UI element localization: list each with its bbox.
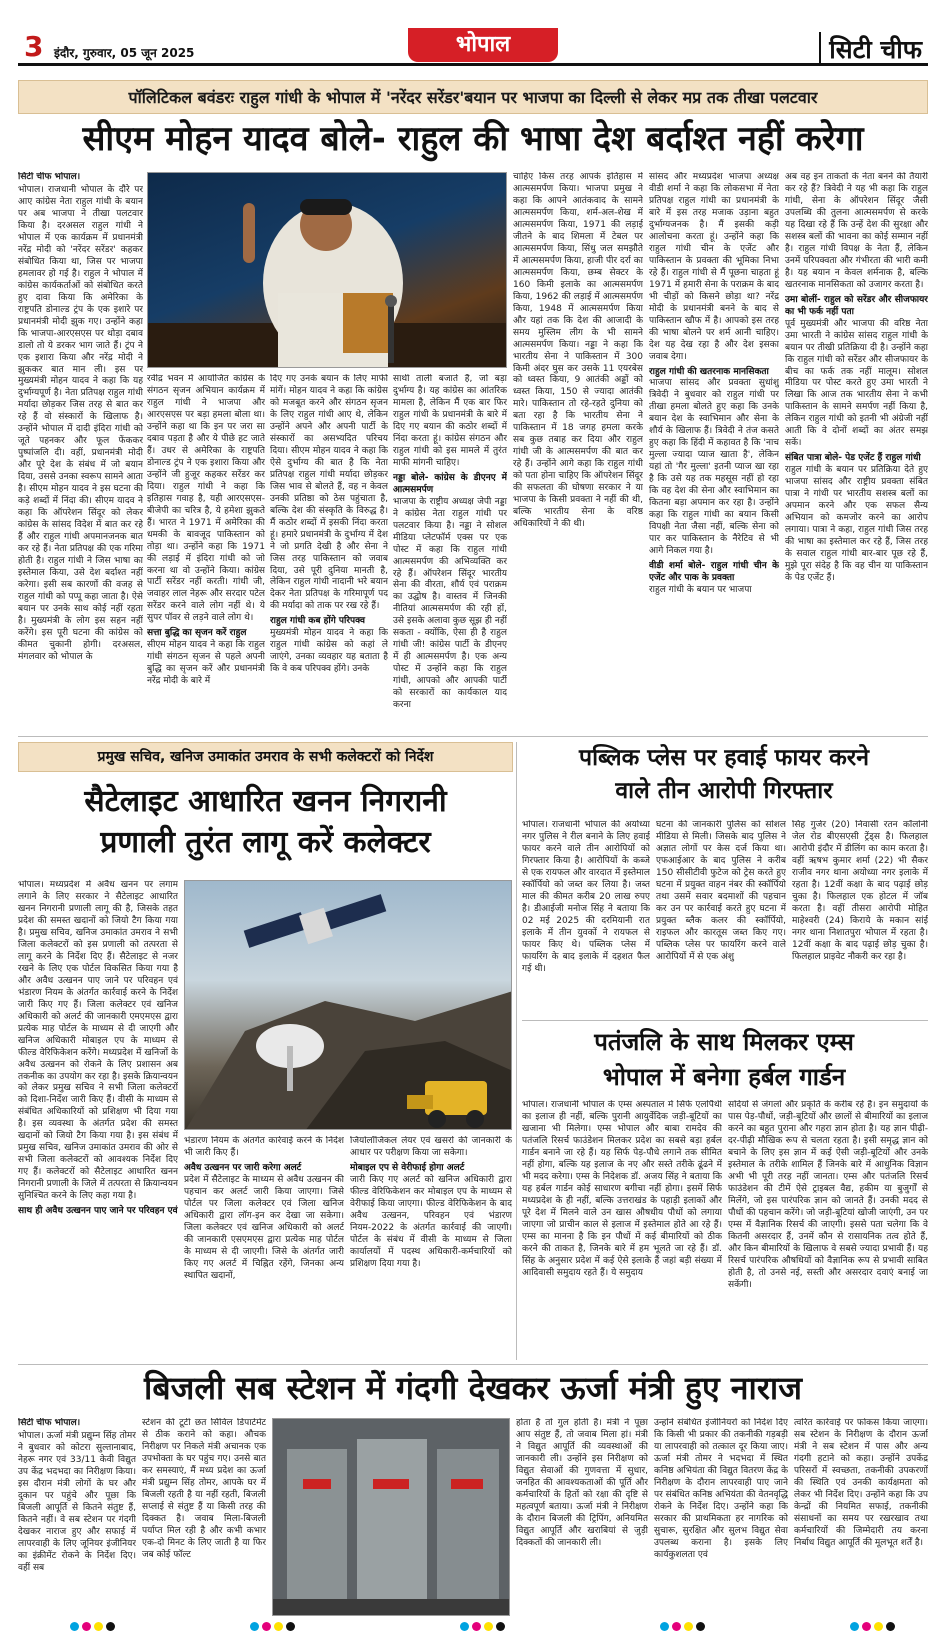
page-number: 3 bbox=[24, 30, 44, 63]
story1-subhead-4: राहुल गांधी की खतरनाक मानसिकता bbox=[649, 366, 769, 377]
story4-headline-line-1: पतंजलि के साथ मिलकर एम्स bbox=[594, 1028, 854, 1056]
story1-column-5 bbox=[513, 172, 643, 734]
registration-dot-icon bbox=[484, 1622, 493, 1631]
registration-dot-icon bbox=[262, 1622, 271, 1631]
story3-headline[interactable] bbox=[520, 742, 928, 809]
story2-headline-line-1: सैटेलाइट आधारित खनन निगरानी bbox=[84, 784, 447, 819]
story1-column-4 bbox=[393, 374, 507, 734]
story2-text-2b: प्रदेश में सैटेलाइट के माध्यम से अवैध उत्खनन की पहचान कर अलर्ट जारी किया जाएगा। जिसे पोर्टल पर जिला कलेक्टर एवं जिला खनिज अधिकारी द्वारा लॉग-इन कर देखा जा सकेगा। जिला कलेक्टर एवं खनिज अधिकारी को अलर्ट की जानकारी एसएमएस द्वारा प्रत्येक माह पोर्टल के माध्यम से दी जाएगी। जिसे के अंतर्गत जारी किए गए अलर्ट में चिह्नित रहेंगे, जिनका अन्य स्थापित खदानों, bbox=[184, 1174, 344, 1281]
story4-headline-line-2: भोपाल में बनेगा हर्बल गार्डन bbox=[602, 1062, 846, 1091]
story1-subhead-1: सत्ता बुद्धि का सृजन करें राहुल bbox=[147, 628, 247, 639]
registration-dot-icon bbox=[684, 1622, 693, 1631]
story5-column-1 bbox=[18, 1418, 136, 1616]
registration-dot-icon bbox=[696, 1622, 705, 1631]
story1-text-7b: पूर्व मुख्यमंत्री और भाजपा की वरिष्ठ नेता उमा भारती ने कांग्रेस सांसद राहुल गांधी के बयान पर तीखी प्रतिक्रिया दी है। उन्होंने कहा कि राहुल गांधी को सरेंडर और सीजफायर के बीच का फर्क तक नहीं मालूम। सोशल मीडिया पर पोस्ट करते हुए उमा भारती ने लिखा कि आज तक भारतीय सेना ने कभी पाकिस्तान के सामने समर्पण नहीं किया है, लेकिन राहुल गांधी को इतनी भी अंग्रेजी नहीं आती कि वे दोनों शब्दों का अंतर समझ सकें। bbox=[785, 318, 928, 449]
story4-text-1: भोपाल। राजधानी भोपाल के एम्स अस्पताल में सिर्फ एलोपैथी का इलाज ही नहीं, बल्कि पुरानी आयुर्वेदिक जड़ी-बूटियों का खजाना भी मिलेगा। एम्स भोपाल और बाबा रामदेव की पतंजलि रिसर्च फाउंडेशन मिलकर प्रदेश का सबसे बड़ा हर्बल गार्डन बनाने जा रहे हैं। यह सिर्फ पेड़-पौधे लगाने तक सीमित नहीं होगा, बल्कि यह इलाज के नए और सस्ते तरीके ढूंढने में भी मदद करेगा। एम्स के निदेशक डॉ. अजय सिंह ने बताया कि यह हर्बल गार्डन कोई साधारण बगीचा नहीं होगा। इसमें सिर्फ मध्यप्रदेश के ही नहीं, बल्कि उत्तराखंड के पहाड़ी इलाकों और पूरे देश में मिलने वाले उन खास औषधीय पौधों को लगाया जाएगा जो प्राचीन काल से इलाज में इस्तेमाल होते आ रहे हैं। एम्स का मानना है कि इन पौधों में कई बीमारियों को ठीक करने की ताकत है, जिनके बारे में हम भूलते जा रहे हैं। डॉ. सिंह के अनुसार प्रदेश में कई ऐसे इलाके हैं जहां बड़ी संख्या में आदिवासी समुदाय रहते हैं। ये समुदाय bbox=[522, 1100, 722, 1278]
story1-column-2 bbox=[147, 374, 265, 734]
story3-divider bbox=[522, 1020, 928, 1021]
story5-text-5: त्वरित कार्रवाई पर फोकस किया जाएगा। सब स्टेशन के निरीक्षण के दौरान ऊर्जा मंत्री ने सब स्टेशन में पास और अन्य गंदगी हटाने को कहा। उन्होंने उपकेंद्र परिसरों में स्वच्छता, तकनीकी उपकरणों की स्थिति एवं उनकी कार्यक्षमता को लेकर भी निर्देश दिए। उन्होंने कहा कि उप केन्द्रों की नियमित सफाई, तकनीकी संसाधनों का समय पर रखरखाव तथा कर्मचारियों की जिम्मेदारी तय करना निर्बाध विद्युत आपूर्ति की मूलभूत शर्तें है। bbox=[794, 1418, 928, 1548]
satellite-mining-photo bbox=[184, 880, 512, 1130]
story3-column-3 bbox=[792, 820, 928, 1016]
story5-text-1: भोपाल। ऊर्जा मंत्री प्रद्युम्न सिंह तोमर ने बुधवार को कोटरा सुल्तानाबाद, नेहरू नगर एवं 33/11 केवी विद्युत उप केंद्र भदभदा का निरीक्षण किया। इस दौरान मंत्री लोगों के घर और दुकान पर पहुंचे और पूछा कि बिजली आपूर्ति से कितने संतुष्ट हैं, कितने नहीं। वे सब स्टेशन पर गंदगी देखकर नाराज हुए और सफाई में लापरवाही के लिए जूनियर इंजीनियर का इंक्रीमेंट रोकने के निर्देश दिए। वहीं सब bbox=[18, 1430, 136, 1573]
story5-column-4 bbox=[654, 1418, 788, 1616]
brand-logo: सिटी चीफ bbox=[819, 32, 922, 66]
story5-headline[interactable]: बिजली सब स्टेशन में गंदगी देखकर ऊर्जा मंत्री हुए नाराज bbox=[144, 1369, 802, 1407]
story3-headline-line-1: पब्लिक प्लेस पर हवाई फायर करने bbox=[579, 745, 869, 771]
cm-speaking-photo-illustration bbox=[148, 173, 507, 368]
registration-dot-icon bbox=[70, 1622, 79, 1631]
date-line: इंदौर, गुरुवार, 05 जून 2025 bbox=[54, 46, 195, 60]
story2-subhead-2: अवैध उत्खनन पर जारी करेगा अलर्ट bbox=[184, 1162, 302, 1173]
story2-headline-line-2: प्रणाली तुरंत लागू करें कलेक्टर bbox=[100, 824, 431, 860]
story1-text-7: अब वह इन ताकतों के नेता बनने की तैयारी कर रहे हैं? त्रिवेदी ने यह भी कहा कि राहुल गांधी, सेना के ऑपरेशन सिंदूर जैसी उपलब्धि की तुलना आत्मसमर्पण से करके यह दिखा रहे हैं कि उन्हें देश की सुरक्षा और सशस्त्र बलों की भावना का कोई सम्मान नहीं है। राहुल गांधी विपक्ष के नेता हैं, लेकिन उनमें परिपक्वता और गंभीरता की भारी कमी है। यह बयान न केवल शर्मनाक है, बल्कि खतरनाक मानसिकता को उजागर करता है। bbox=[785, 172, 928, 290]
story1-text-7c: राहुल गांधी के बयान पर प्रतिक्रिया देते हुए भाजपा सांसद और राष्ट्रीय प्रवक्ता संबित पात्रा ने गांधी पर भारतीय सशस्त्र बलों का अपमान करने और एक सफल सैन्य अभियान को कमजोर करने का आरोप लगाया। पात्रा ने कहा, राहुल गांधी जिस तरह की भाषा का इस्तेमाल कर रहे हैं, जिस तरह के सवाल राहुल गांधी बार-बार पूछ रहे हैं, मुझे पूरा संदेह है कि वह चीन या पाकिस्तान के पेड एजेंट हैं। bbox=[785, 465, 928, 583]
story3-text-2: घटना की जानकारी पुलिस को सोशल मीडिया से मिली। जिसके बाद पुलिस ने अज्ञात लोगों पर केस दर्ज किया था। एफआईआर के बाद पुलिस ने करीब 150 सीसीटीवी फुटेज को ट्रेस करते हुए घटना में प्रयुक्त वाहन नंबर की स्कॉर्पियो तथा उसमें सवार बदमाशों की पहचान कर उन पर कार्रवाई करते हुए घटना में प्रयुक्त ब्लैक कलर की स्कॉर्पियो, राइफल और कारतूस जब्त किए गए। पब्लिक प्लेस पर फायरिंग करने वाले आरोपियों में से एक अंशु bbox=[656, 820, 786, 962]
story5-text-3: होता है तो गुल होती है। मंत्री ने पूछा आप संतुष्ट हैं, तो जवाब मिला हां। मंत्री ने विद्युत आपूर्ति की व्यवस्थाओं की जानकारी ली। उन्होंने इस निरीक्षण को विद्युत सेवाओं की गुणवत्ता में सुधार, जनहित की आवश्यकताओं की पूर्ति और कर्मचारियों के हितों को रक्षा की दृष्टि से महत्वपूर्ण बताया। ऊर्जा मंत्री ने निरीक्षण के दौरान बिजली की ट्रिपिंग, अनियमित विद्युत आपूर्ति और खराबियां से जुड़ी दिक्कतों की जानकारी ली। bbox=[516, 1418, 648, 1548]
registration-dot-icon bbox=[862, 1622, 871, 1631]
story5-divider bbox=[18, 1364, 928, 1365]
story1-subhead-6: उमा बोलीं- राहुल को सरेंडर और सीजफायर का भी फर्क नहीं पता bbox=[785, 294, 928, 317]
registration-dot-icon bbox=[82, 1622, 91, 1631]
story5-column-3 bbox=[516, 1418, 648, 1616]
story2-column-1 bbox=[18, 880, 178, 1358]
story2-column-3 bbox=[350, 1136, 512, 1358]
section-tab[interactable]: भोपाल bbox=[408, 28, 558, 62]
story1-text-6: सांसद और मध्यप्रदेश भाजपा अध्यक्ष वीडी शर्मा ने कहा कि लोकसभा में नेता प्रतिपक्ष राहुल गांधी का प्रधानमंत्री के बारे में इस तरह मजाक उड़ाना बहुत दुर्भाग्यजनक है। मैं इसकी कड़ी आलोचना करता हूं। उन्होंने कहा कि राहुल गांधी चीन के एजेंट और पाकिस्तान के प्रवक्ता की भूमिका निभा रहे हैं। राहुल गांधी से मैं पूछना चाहता हूं 1971 में हमारी सेना के पराक्रम के बाद भी चीड़ों को किसने छोड़ा था? नरेंद्र मोदी के प्रधानमंत्री बनने के बाद से पाकिस्तान खौफ में है। आपको इस तरह की भाषा बोलने पर शर्म आनी चाहिए। देश यह देख रहा है और देश इसका जवाब देगा। bbox=[649, 172, 779, 362]
story1-column-1 bbox=[18, 172, 143, 732]
story1-column-7 bbox=[785, 172, 928, 734]
story1-text-3: दिए गए उनके बयान के लिए माफी मांगें। मोहन यादव ने कहा कि कांग्रेस को मजबूत करने और संगठन सृजन के लिए राहुल गांधी आए थे, लेकिन उन्होंने अपने और अपनी पार्टी के संस्कारों का असभ्यदित परिचय दिया। सीएम मोहन यादव ने कहा कि ऐसे दुर्भाग्य की बात है कि नेता प्रतिपक्ष राहुल गांधी मर्यादा छोड़कर जिस भाव से बोलते हैं, वह न केवल उनकी प्रतिष्ठा को ठेस पहुंचाता है, बल्कि देश की संस्कृति के विरुद्ध है। मैं कठोर शब्दों में इसकी निंदा करता हूं। हमारे प्रधानमंत्री के दुर्भाग्य में देश ने जो प्रगति देखी है और सेना ने जिस तरह पाकिस्तान को जवाब दिया, उसे पूरी दुनिया मानती है, लेकिन राहुल गांधी नादानी भरे बयान देकर नेता प्रतिपक्ष के गरिमापूर्ण पद की मर्यादा को ताक पर रख रहे हैं। bbox=[270, 374, 388, 612]
story2-text-3: जियोलॉजिकल लेयर एवं खसरों की जानकारी के आधार पर परीक्षण किया जा सकेगा। bbox=[350, 1136, 512, 1158]
story1-subhead-7: संबित पात्रा बोले- पेड एजेंट हैं राहुल गांधी bbox=[785, 453, 921, 464]
masthead bbox=[18, 28, 928, 66]
story2-text-1: भोपाल। मध्यप्रदेश में अवैध खनन पर लगाम लगाने के लिए सरकार ने सैटेलाइट आधारित खनन निगरानी प्रणाली लागू की है, जिसके तहत प्रदेश की समस्त खदानों को जियो टैग किया गया है। प्रमुख सचिव, खनिज उमाकांत उमराव ने सभी जिला कलेक्टरों को इस प्रणाली को तत्परता से लागू करने के निर्देश दिए हैं। सैटेलाइट से नजर रखने के लिए एक पोर्टल विकसित किया गया है और अवैध उत्खनन पाए जाने पर परिवहन एवं भंडारण नियम के अंतर्गत कार्रवाई करने के निर्देश जारी किए गए हैं। जिला कलेक्टर एवं खनिज अधिकारी को अलर्ट की जानकारी एमएमएस द्वारा प्रत्येक माह पोर्टल के माध्यम से दी जाएगी और खनिज अधिकारी मोबाइल एप के माध्यम से फील्ड वेरिफिकेशन करेंगे। मध्यप्रदेश में खनिजों के अवैध उत्खनन को रोकने के लिए प्रशासन अब तकनीक का उपयोग कर रहा है। इसके क्रियान्वयन को लेकर प्रमुख सचिव ने सभी जिला कलेक्टरों को दिशा-निर्देश जारी किए हैं। वीसी के माध्यम से संबंधित अधिकारियों को प्रशिक्षण भी दिया गया है। इस व्यवस्था के अंतर्गत प्रदेश की समस्त खदानों को जियो टैग किया गया है। इस संबंध में प्रमुख सचिव, खनिज उमाकांत उमराव की ओर से सभी जिला कलेक्टरों को आवश्यक निर्देश दिए गए हैं। कलेक्टरों को सैटेलाइट आधारित खनन निगरानी प्रणाली के जिले में तत्परता से क्रियान्वयन सुनिश्चित करने के लिए कहा गया है। bbox=[18, 880, 178, 1202]
story2-subhead-1: साथ ही अवैध उत्खनन पाए जाने पर परिवहन एवं bbox=[18, 1206, 178, 1217]
story1-kicker: पॉलिटिकल बवंडरः राहुल गांधी के भोपाल में 'नरेंदर सरेंडर'बयान पर भाजपा का दिल्ली से लेकर मप्र तक तीखा पलटवार bbox=[18, 80, 928, 114]
section-divider bbox=[18, 736, 928, 737]
story3-column-1 bbox=[522, 820, 650, 1016]
story1-column-3 bbox=[270, 374, 388, 734]
substation-illustration bbox=[273, 1419, 510, 1616]
registration-dot-icon bbox=[660, 1622, 669, 1631]
story3-headline-line-2: वाले तीन आरोपी गिरफ्तार bbox=[615, 778, 833, 805]
story1-byline: सिटी चीफ भोपाल। bbox=[18, 172, 81, 182]
story2-kicker: प्रमुख सचिव, खनिज उमाकांत उमराव के सभी कलेक्टरों को निर्देश bbox=[18, 742, 513, 772]
registration-dot-icon bbox=[460, 1622, 469, 1631]
story1-text-4b: भाजपा के राष्ट्रीय अध्यक्ष जेपी नड्डा ने कांग्रेस नेता राहुल गांधी पर पलटवार किया है। नड्डा ने सोशल मीडिया प्लेटफॉर्म एक्स पर एक पोस्ट में कहा कि राहुल गांधी आत्मसमर्पण की अभिव्यक्ति कर रहे हैं। ऑपरेशन सिंदूर भारतीय सेना की वीरता, शौर्य एवं पराक्रम का उद्घोष है। वास्तव में जिनकी नीतियां आत्मसमर्पण की रही हों, उसे इसके अलावा कुछ सूझ ही नहीं सकता - क्योंकि, ऐसा ही है राहुल गांधी जी! कांग्रेस पार्टी के डीएनए में ही आत्मसमर्पण है। एक अन्य पोस्ट में उन्होंने कहा कि राहुल गांधी, आपको और आपकी पार्टी को सरकारों का कार्यकाल याद करना bbox=[393, 496, 507, 711]
registration-dot-icon bbox=[274, 1622, 283, 1631]
registration-dot-icon bbox=[886, 1622, 895, 1631]
registration-dot-icon bbox=[850, 1622, 859, 1631]
registration-dot-icon bbox=[250, 1622, 259, 1631]
story5-column-2 bbox=[142, 1418, 266, 1616]
story1-text-2b: सीएम मोहन यादव ने कहा कि राहुल गांधी संगठन सृजन से पहले अपनी बुद्धि का सृजन करें और प्रधानमंत्री नरेंद्र मोदी के बारे में bbox=[147, 640, 265, 687]
story3-text-3: सिंह गुर्जर (20) निवासी रतन कॉलोनी जेल रोड बीएसएसी ट्रेंड्स है। फिलहाल आरोपी इंदौर में डीलिंग का काम करता है। वहीं ऋषभ कुमार शर्मा (22) भी सैकर राजीव नगर थाना अयोध्या नगर इलाके में रहता है। 12वीं कक्षा के बाद पढ़ाई छोड़ चुका है। फिलहाल एक होटल में जॉब करता है। वहीं तीसरा आरोपी मोहित माहेश्वरी (24) किराये के मकान सांई नगर थाना निशातपुरा भोपाल में रहता है। 12वीं कक्षा के बाद पढ़ाई छोड़ चुका है। फिलहाल प्राइवेट नौकरी कर रहा है। bbox=[792, 820, 928, 962]
story2-text-3b: जारी किए गए अलर्ट को खनिज अधिकारी द्वारा फील्ड वेरिफिकेशन कर मोबाइल एप के माध्यम से वेरीफाई किया जाएगा। फील्ड वेरिफिकेशन के बाद अवैध उत्खनन, परिवहन एवं भंडारण नियम-2022 के अंतर्गत कार्रवाई की जाएगी। पोर्टल के संबंध में वीसी के माध्यम से जिला कार्यालयों में पदस्थ अधिकारी-कर्मचारियों को प्रशिक्षण दिया गया है। bbox=[350, 1174, 512, 1269]
substation-photo bbox=[272, 1418, 510, 1616]
story1-text-2: रवींद्र भवन में आयोजित कांग्रेस के संगठन सृजन अभियान कार्यक्रम में राहुल गांधी ने भाजपा और आरएसएस पर बड़ा हमला बोला था। उन्होंने कहा था कि इन पर जरा सा दबाव पड़ता है और ये पीछे हट जाते हैं। उधर से अमेरिका के राष्ट्रपति डोनाल्ड ट्रंप ने एक इशारा किया और उन्होंने जी हुजूर कहकर सरेंडर कर दिया। राहुल गांधी ने कहा कि इतिहास गवाह है, यही आरएसएस-बीजेपी का चरित्र है, ये हमेशा झुकते हैं। भारत ने 1971 में अमेरिका की धमकी के बावजूद पाकिस्तान को तोड़ा था। उन्होंने कहा कि 1971 की लड़ाई में इंदिरा गांधी को जो करना था वो उन्होंने किया। कांग्रेस पार्टी सरेंडर नहीं करती। गांधी जी, जवाहर लाल नेहरू और सरदार पटेल सरेंडर करने वाले लोग नहीं थे। ये सुपर पॉवर से लड़ने वाले लोग थे। bbox=[147, 374, 265, 624]
registration-dot-icon bbox=[286, 1622, 295, 1631]
story5-column-5 bbox=[794, 1418, 928, 1616]
story1-text-6c: राहुल गांधी के बयान पर भाजपा bbox=[649, 584, 752, 595]
story3-column-2 bbox=[656, 820, 786, 1016]
registration-dot-icon bbox=[106, 1622, 115, 1631]
story5-text-4: उन्होंने संबंधित इंजीनियरों को निर्देश दिए कि किसी भी प्रकार की तकनीकी गड़बड़ी या लापरवाही को तत्काल दूर किया जाए। ऊर्जा मंत्री तोमर ने भदभदा में स्थित कनिष्ठ अभियंता की विद्युत वितरण केंद्र के निरीक्षण के दौरान लापरवाही पाए जाने पर संबंधित कनिष्ठ अभियंता की वेतनवृद्धि रोकने के निर्देश दिए। उन्होंने कहा कि सरकार की प्राथमिकता हर नागरिक को सुचारू, सुरक्षित और सुलभ विद्युत सेवा उपलब्ध कराना है। इसके लिए कार्यकुशलता एवं bbox=[654, 1418, 788, 1560]
story1-subhead-5: वीडी शर्मा बोले- राहुल गांधी चीन के एजेंट और पाक के प्रवक्ता bbox=[649, 561, 779, 583]
column-divider bbox=[516, 742, 517, 1360]
satellite-mining-illustration bbox=[185, 881, 512, 1130]
registration-dot-icon bbox=[94, 1622, 103, 1631]
story2-headline[interactable] bbox=[18, 782, 513, 863]
story2-subhead-3: मोबाइल एप से वेरीफाई होगा अलर्ट bbox=[350, 1162, 465, 1173]
story4-text-2: सदियों से जंगलों और प्रकृति के करीब रहे हैं। इन समुदायों के पास पेड़-पौधों, जड़ी-बूटियों और छालों से बीमारियों का इलाज करने का बहुत पुराना और गहरा ज्ञान होता है। यह ज्ञान पीढ़ी-दर-पीढ़ी मौखिक रूप से चलता रहता है। इसी समृद्ध ज्ञान को बचाने के लिए इस ज्ञान में कई ऐसी जड़ी-बूटियों और उनके इस्तेमाल के तरीके शामिल हैं जिनके बारे में आधुनिक विज्ञान अभी भी पूरी तरह नहीं जानता। एम्स और पतंजलि रिसर्च फाउंडेशन की टीमें ऐसे ट्राइबल वैद्य, हकीम या बुजुर्गों से मिलेंगे, जो इस पारंपरिक ज्ञान को जानते हैं। उनकी मदद से पौधों की पहचान करेंगे। जो जड़ी-बूटियां खोजी जाएंगी, उन पर एम्स में वैज्ञानिक रिसर्च की जाएगी। इससे पता चलेगा कि वे कितनी असरदार हैं, उनमें कौन से रासायनिक तत्व होते हैं, और किन बीमारियों के खिलाफ वे सबसे ज्यादा प्रभावी हैं। यह रिसर्च पारंपरिक औषधियों को वैज्ञानिक रूप से प्रभावी साबित होती है, तो उनसे नई, सस्ती और असरदार दवाएं बनाई जा सकेंगी। bbox=[728, 1100, 928, 1290]
story1-text-1: भोपाल। राजधानी भोपाल के दौरे पर आए कांग्रेस नेता राहुल गांधी के बयान पर अब भाजपा ने तीखा पलटवार किया है। दरअसल राहुल गांधी ने भोपाल में एक कार्यक्रम में प्रधानमंत्री नरेंद्र मोदी को 'नरेंदर सरेंडर' कहकर संबोधित किया था, जिस पर भाजपा हमलावर हो गई है। राहुल ने भोपाल में कांग्रेस कार्यकर्ताओं को संबोधित करते हुए दावा किया कि अमेरिका के राष्ट्रपति डोनाल्ड ट्रंप के एक इशारे पर प्रधानमंत्री मोदी झुक गए। उन्होंने कहा कि भाजपा-आरएसएस पर थोड़ा दबाव डालो तो ये डरकर भाग जाते हैं। ट्रंप ने एक इशारा किया और नरेंद्र मोदी ने झुककर बात मान ली। इस पर मुख्यमंत्री मोहन यादव ने कहा कि यह दुर्भाग्यपूर्ण है। नेता प्रतिपक्ष राहुल गांधी मर्यादा छोड़कर जिस तरह से बात कर रहे हैं वो संस्कारों के खिलाफ है। उन्होंने भोपाल में दादी इंदिरा गांधी को जूते पहनकर और फूल फेंककर पुष्पांजलि दी। वहीं, प्रधानमंत्री मोदी और पूरे देश के संबंध में जो बयान दिया, उससे उनका स्वरूप सामने आता है। सीएम मोहन यादव ने इस घटना की कड़े शब्दों में निंदा की। सीएम यादव ने कहा कि ऑपरेशन सिंदूर को लेकर कांग्रेस के सांसद विदेश में बात कर रहे हैं और राहुल गांधी अपमानजनक बात कर रहे हैं। नेता प्रतिपक्ष की एक गरिमा होती है। राहुल गांधी ने जिस भाषा का इस्तेमाल किया, उसे देश बर्दाश्त नहीं करेगा। इसी सब कारणों की वजह से राहुल गांधी को पप्पू कहा जाता है। ऐसे बयान पर उनके साथ कोई नहीं रहता है। मुख्यमंत्री के लोग इस सहन नहीं करेंगे। इस पूरी घटना की कांग्रेस को कीमत चुकानी होगी। दरअसल, मंगलवार को भोपाल के bbox=[18, 184, 143, 662]
story4-column-2 bbox=[728, 1100, 928, 1358]
print-registration-marks bbox=[0, 1620, 945, 1634]
story1-text-6b: भाजपा सांसद और प्रवक्ता सुधांशु त्रिवेदी ने बुधवार को राहुल गांधी पर तीखा हमला बोलते हुए कहा कि उनके बयान देश के स्वाभिमान और सेना के शौर्य के खिलाफ हैं। त्रिवेदी ने तंज कसते हुए कहा कि हिंदी में कहावत है कि 'नाच मुल्ला ज्यादा प्याज खाता है', लेकिन यहां तो 'गैर मुल्ला' इतनी प्याज खा रहा है कि उसे यह तक महसूस नहीं हो रहा कि वह देश की सेना और स्वाभिमान का कितना बड़ा अपमान कर रहा है। उन्होंने कहा कि राहुल गांधी का बयान किसी विपक्षी नेता जैसा नहीं, बल्कि सेना को पार कर पाकिस्तान के नैरेटिव से भी आगे निकल गया है। bbox=[649, 378, 779, 557]
story1-column-6 bbox=[649, 172, 779, 734]
story1-text-4: साथी ताली बजाते हैं, जो बड़ा दुर्भाग्य है। यह कांग्रेस का आंतरिक मामला है, लेकिन मैं एक बार फिर राहुल गांधी के प्रधानमंत्री के बारे में दिए गए बयान की कठोर शब्दों में निंदा करता हूं। कांग्रेस संगठन और राहुल गांधी को इस मामले में तुरंत माफी मांगनी चाहिए। bbox=[393, 374, 507, 468]
story2-text-2: भंडारण नियम के अंतर्गत कार्रवाई करने के निर्देश भी जारी किए हैं। bbox=[184, 1136, 344, 1158]
registration-dot-icon bbox=[672, 1622, 681, 1631]
story5-byline: सिटी चीफ भोपाल। bbox=[18, 1418, 81, 1428]
cm-speaking-photo bbox=[147, 172, 507, 368]
story3-text-1: भोपाल। राजधानी भोपाल की अयोध्या नगर पुलिस ने रील बनाने के लिए हवाई फायर करने वाले तीन आरोपियों को गिरफ्तार किया है। आरोपियों के कब्जे से एक रायफल और वारदात में इस्तेमाल स्कॉर्पियो को जब्त कर लिया है। जब्त माल की कीमत करीब 20 लाख रुपए है। डीआईजी मनोज सिंह ने बताया कि 02 मई 2025 की दरमियानी रात इलाके में तीन युवकों ने रायफल से फायर किए थे। पब्लिक प्लेस में फायरिंग के बाद इलाके में दहशत फैल गई थी। bbox=[522, 820, 650, 974]
story1-subhead-3: नड्डा बोले- कांग्रेस के डीएनए में आत्मसमर्पण bbox=[393, 472, 507, 495]
story4-headline[interactable] bbox=[520, 1025, 928, 1095]
story4-column-1 bbox=[522, 1100, 722, 1358]
story1-subhead-2: राहुल गांधी कब होंगे परिपक्व bbox=[270, 616, 366, 627]
story1-headline[interactable]: सीएम मोहन यादव बोले- राहुल की भाषा देश बर्दाश्त नहीं करेगा bbox=[82, 119, 864, 159]
story2-column-2 bbox=[184, 1136, 344, 1358]
story5-text-2: स्टेशन की टूटी छत सिविल डिपार्टमेंट से ठीक कराने को कहा। औचक निरीक्षण पर निकले मंत्री अचानक एक उपभोक्ता के घर पहुंच गए। उनसे बात कर समस्याएं, मैं मध्य प्रदेश का ऊर्जा मंत्री प्रद्युम्न सिंह तोमर, आपके घर में बिजली रहती है या नहीं रहती, बिजली सप्लाई से संतुष्ट हैं या किसी तरह की दिक्कत है। जवाब मिला-बिजली पर्याप्त मिल रही है और कभी कभार एक-दो मिनट के लिए जाती है या फिर जब कोई फॉल्ट bbox=[142, 1418, 266, 1560]
registration-dot-icon bbox=[874, 1622, 883, 1631]
registration-dot-icon bbox=[472, 1622, 481, 1631]
registration-dot-icon bbox=[496, 1622, 505, 1631]
story1-text-3b: मुख्यमंत्री मोहन यादव ने कहा कि राहुल गांधी कांग्रेस को कहां ले जाएंगे, उनका व्यवहार यह बताता है कि वे कब परिपक्व होंगे। उनके bbox=[270, 628, 388, 675]
story1-text-5: चाहिए किस तरह आपके इतिहास में आत्मसमर्पण किया। भाजपा प्रमुख ने कहा कि आपने आतंकवाद के सामने आत्मसमर्पण किया, शर्म-अल-शेख में आत्मसमर्पण किया, 1971 की लड़ाई जीतने के बाद शिमला में टेबल पर आत्मसमर्पण किया, सिंधु जल समझौते में आत्मसमर्पण किया, हाजी पीर दर्रा का आत्मसमर्पण किया, छम्ब सेक्टर के 160 किमी इलाके का आत्मसमर्पण किया, 1962 की लड़ाई में आत्मसमर्पण किया, 1948 में आत्मसमर्पण किया और यहां तक कि देश की आजादी के समय मुस्लिम लीग के भी सामने आत्मसमर्पण किया। नड्डा ने कहा कि भारतीय सेना ने पाकिस्तान में 300 किमी अंदर घुस कर उसके 11 एयरबेस को ध्वस्त किया, 9 आतंकी अड्डों को ध्वस्त किया, 150 से ज्यादा आतंकी मारे। पाकिस्तान तो रहे-रहते दुनिया को बता रहा है कि भारतीय सेना ने पाकिस्तान में 18 जगह हमला करके सब कुछ तबाह कर दिया और राहुल गांधी जी के आत्मसमर्पण की बात कर रहे हैं। उन्होंने आगे कहा कि राहुल गांधी को पता होना चाहिए कि ऑपरेशन सिंदूर की सफलता की घोषणा सरकार ने या भाजपा के किसी प्रवक्ता ने नहीं की थी, बल्कि भारतीय सेना के वरिष्ठ अधिकारियों ने की थी। bbox=[513, 172, 643, 530]
